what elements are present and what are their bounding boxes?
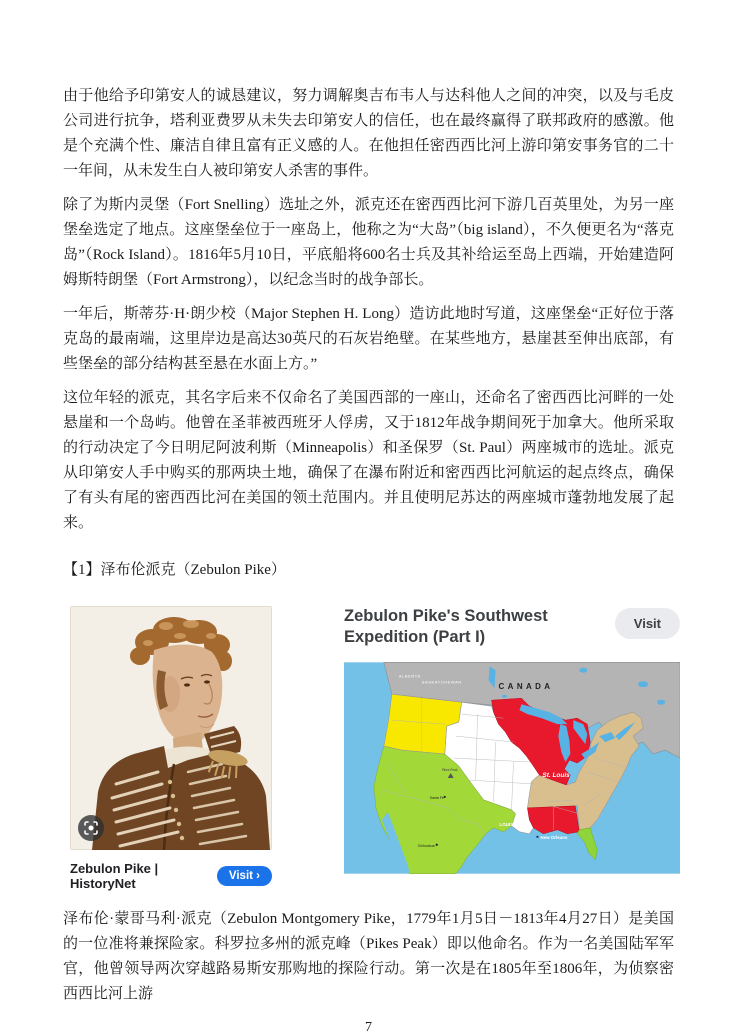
label-saskatchewan: SASKATCHEWAN xyxy=(421,679,462,685)
expedition-map xyxy=(344,662,680,874)
label-alberta: ALBERTA xyxy=(398,673,421,679)
figure-label: 【1】泽布伦派克（Zebulon Pike） xyxy=(63,562,286,578)
figure-row xyxy=(63,606,674,891)
map-title: Zebulon Pike's Southwest Expedition (Part I) xyxy=(344,607,548,646)
body-paragraph-2: 除了为斯内灵堡（Fort Snelling）选址之外，派克还在密西西比河下游几百英里处，为另一座堡垒选定了地点。这座堡垒位于一座岛上，他称之为“大岛”（big island），不久便更名为“落克岛”（Rock Island）。1816年5月10日，平底船将600名士兵及其补给运至岛上西端，开始建造阿姆斯特朗堡（Fort Armstrong），以纪念当时的战争部长。 xyxy=(63,197,674,288)
map-card xyxy=(344,606,680,874)
body-paragraph-1: 由于他给予印第安人的诚恳建议，努力调解奥吉布韦人与达科他人之间的冲突，以及与毛皮公司进行抗争，塔利亚费罗从未失去印第安人的信任，也在最终赢得了联邦政府的感激。他是个充满个性、廉洁自律且富有正义感的人。在他担任密西西比河上游印第安事务官的二十一年间，从未发生白人被印第安人杀害的事件。 xyxy=(63,88,674,179)
portrait-visit-button[interactable]: Visit › xyxy=(217,866,272,886)
label-canada: CANADA xyxy=(498,682,554,692)
label-st-louis: St. Louis xyxy=(542,771,570,779)
label-chihuahua: Chihuahua xyxy=(417,843,435,848)
body-paragraph-3: 一年后，斯蒂芬·H·朗少校（Major Stephen H. Long）造访此地时写道，这座堡垒“正好位于落克岛的最南端，这里岸边是高达30英尺的石灰岩绝壁。在某些地方，悬崖甚至伸出底部，有些堡垒的部分结构甚至悬在水面上方。” xyxy=(63,306,674,372)
portrait-caption-row xyxy=(70,861,272,891)
map-image[interactable] xyxy=(344,662,680,874)
body-paragraph-4: 这位年轻的派克，其名字后来不仅命名了美国西部的一座山，还命名了密西西比河畔的一处悬崖和一个岛屿。他曾在圣菲被西班牙人俘虏，又于1812年战争期间死于加拿大。他所采取的行动决定了今日明尼阿波利斯（Minneapolis）和圣保罗（St. Paul）两座城市的选址。派克从印第安人手中购买的那两块土地，确保了在瀑布附近和密西西比河航运的起点终点，确保了有头有尾的密西西比河在美国的领土范围内。并且使明尼苏达的两座城市蓬勃地发展了起来。 xyxy=(63,390,674,531)
label-louisiana: LOUISIANA xyxy=(499,821,525,827)
label-santa-fe: Santa Fe xyxy=(429,795,444,800)
body-paragraph-5: 泽布伦·蒙哥马利·派克（Zebulon Montgomery Pike，1779年1月5日－1813年4月27日）是美国的一位准将兼探险家。科罗拉多州的派克峰（Pikes Peak）即以他命名。作为一名美国陆军军官，他曾领导两次穿越路易斯安那购地的探险行动。第一次是在1805年至1806年，为侦察密西西比河上游 xyxy=(63,911,674,1002)
map-visit-button[interactable]: Visit xyxy=(615,608,680,639)
label-new-orleans: New Orleans xyxy=(540,834,568,840)
portrait-artwork xyxy=(70,606,272,850)
bottom-block xyxy=(63,907,674,1007)
map-header xyxy=(344,606,680,648)
portrait-image[interactable] xyxy=(70,606,272,850)
page-number: 7 xyxy=(365,1020,372,1035)
google-lens-icon[interactable] xyxy=(78,815,104,841)
portrait-card xyxy=(70,606,272,891)
portrait-caption: Zebulon Pike | HistoryNet xyxy=(70,861,159,891)
label-pikes-peak: Pikes Peak xyxy=(441,767,458,772)
